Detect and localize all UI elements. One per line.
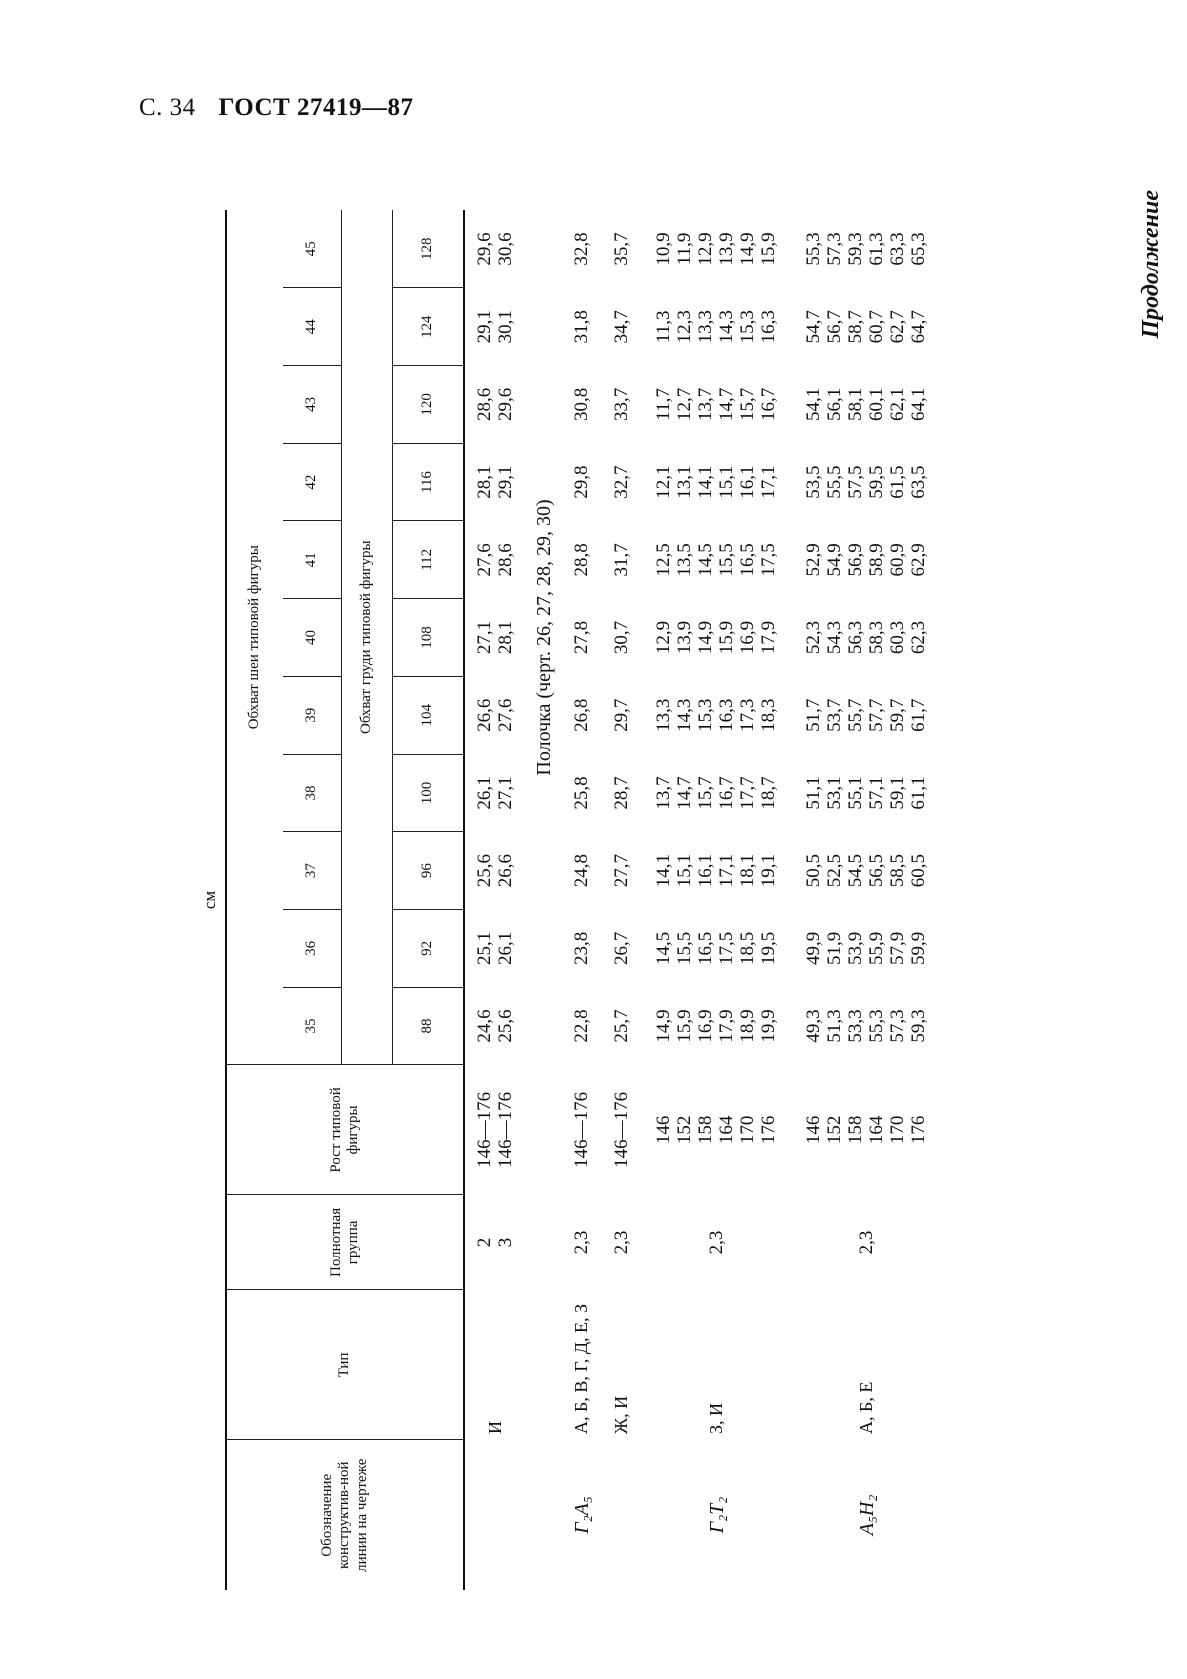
cell-line: 60,7 [866,310,887,344]
cell-line: 158 [845,1115,867,1145]
cell-line: 29,6 [494,387,516,422]
cell-line: 3 [494,1237,516,1248]
cell-line: 56,1 [824,387,846,422]
cell-line: 17,9 [716,1009,737,1043]
value-cell [464,909,526,987]
designation-cell: Г₂Т₂ [706,1496,728,1534]
cell-line: 146—176 [473,1091,495,1168]
designation-cell: Г₂А₅ [571,1496,593,1534]
fullness-cell: 2,3 [855,1230,877,1255]
value-cell: 28,8 [570,543,592,577]
cell-line: 29,6 [473,232,495,266]
cell-line: 15,3 [736,310,758,344]
value-cell: 32,8 [570,232,592,266]
cell-line: 55,3 [803,232,825,266]
cell-line: 14,3 [716,310,737,344]
cell-line: 14,7 [674,776,696,810]
cell-line: 18,1 [736,854,758,888]
value-cell [642,599,792,677]
table-row [464,210,526,1590]
value-cell [792,754,942,832]
cell-line: 63,3 [886,232,908,266]
table-row [602,210,642,1590]
cell-line: 51,3 [824,1009,846,1043]
cell-line: 14,1 [695,465,717,499]
cell-line: 170 [736,1115,758,1145]
cell-line: 28,6 [494,543,516,577]
designation-cell: А₅Н₂ [856,1494,878,1536]
value-cell: 26,8 [570,698,592,732]
cell-line: 16,7 [716,776,737,810]
cell-line: 27,6 [494,698,516,732]
cell-line: 29,1 [473,310,495,344]
cell-line: 16,3 [757,310,779,344]
cell-line: 12,9 [695,232,717,266]
cell-line: 49,9 [803,931,825,965]
cell-line: 15,1 [716,465,737,499]
cell-line: 57,1 [866,776,887,810]
cell-line: 15,5 [674,931,696,965]
cell-line: 64,7 [907,310,929,344]
cell-line: 15,9 [757,232,779,266]
value-cell [792,521,942,599]
cell-line: 51,9 [824,931,846,965]
cell-line: 18,9 [736,1009,758,1043]
cell-line: 58,5 [886,854,908,888]
cell-line: 54,5 [845,854,867,888]
cell-line: 27,1 [494,776,516,810]
cell-line: 58,9 [866,543,887,577]
value-cell [464,832,526,910]
value-cell [792,909,942,987]
value-cell [792,366,942,444]
value-cell: 32,7 [610,465,632,499]
cell-line: 54,9 [824,543,846,577]
cell-line: 25,6 [473,854,495,888]
cell-line: 164 [866,1115,887,1145]
fullness-cell: 2,3 [570,1230,592,1255]
value-cell [642,832,792,910]
cell-line: 53,3 [845,1009,867,1043]
cell-line: 56,7 [824,310,846,344]
cell-line: 50,5 [803,854,825,888]
cell-line: 14,7 [716,387,737,422]
cell-line: 56,5 [866,854,887,888]
type-cell: А, Б, В, Г, Д, Е, З [571,1303,592,1434]
table-row [642,210,792,1590]
fullness-cell [464,1195,526,1290]
cell-line: 14,3 [674,698,696,732]
cell-line: 51,7 [803,698,825,732]
standard-number: ГОСТ 27419—87 [218,94,414,121]
table-row [792,210,942,1590]
type-cell: А, Б, Е [856,1381,877,1434]
value-cell [642,288,792,366]
cell-line: 59,1 [886,776,908,810]
value-cell [792,443,942,521]
cell-line: 56,3 [845,620,867,655]
type-cell: Ж, И [611,1395,632,1434]
value-cell [642,909,792,987]
height-cell [792,1065,942,1195]
section-title: Полочка (черт. 26, 27, 28, 29, 30) [532,499,555,776]
chest-value-116: 116 [393,443,465,521]
cell-line: 176 [757,1115,779,1145]
page-number: С. 34 [139,94,196,121]
chest-value-108: 108 [393,599,465,677]
cell-line: 15,1 [674,854,696,888]
cell-line: 17,7 [736,776,758,810]
cell-line: 16,9 [736,620,758,655]
cell-line: 61,3 [866,232,887,266]
value-cell [792,987,942,1065]
cell-line: 55,3 [866,1009,887,1043]
cell-line: 59,5 [866,465,887,499]
cell-line: 146—176 [494,1091,516,1168]
value-cell: 24,8 [570,854,592,888]
cell-line: 26,1 [494,931,516,965]
cell-line: 15,7 [736,387,758,422]
cell-line: 57,3 [886,1009,908,1043]
value-cell [464,676,526,754]
chest-group-header: Обхват груди типовой фигуры [342,210,393,1065]
cell-line: 57,7 [866,698,887,732]
cell-line: 17,9 [757,620,779,655]
value-cell [642,987,792,1065]
value-cell [642,443,792,521]
rotated-table-wrapper [195,210,1175,1590]
value-cell [464,288,526,366]
type-cell: И [484,1420,505,1434]
cell-line: 15,9 [716,620,737,655]
cell-line: 62,7 [886,310,908,344]
value-cell [464,210,526,288]
cell-line: 54,3 [824,620,846,655]
cell-line: 15,5 [716,543,737,577]
cell-line: 158 [695,1115,717,1145]
neck-value-43: 43 [283,366,342,444]
cell-line: 16,7 [757,387,779,422]
size-table [195,210,942,1590]
chest-value-124: 124 [393,288,465,366]
cell-line: 59,7 [886,698,908,732]
value-cell [642,366,792,444]
cell-line: 53,5 [803,465,825,499]
cell-line: 53,9 [845,931,867,965]
cell-line: 19,9 [757,1009,779,1043]
value-cell [792,832,942,910]
neck-group-header: Обхват шеи типовой фигуры [226,210,283,1065]
value-cell [464,443,526,521]
value-cell: 30,8 [570,387,592,422]
cell-line: 13,5 [674,543,696,577]
cell-line: 16,5 [736,543,758,577]
neck-value-39: 39 [283,676,342,754]
cell-line: 61,7 [907,698,929,732]
cell-line: 52,3 [803,620,825,655]
neck-value-40: 40 [283,599,342,677]
cell-line: 13,3 [695,310,717,344]
cell-line: 53,1 [824,776,846,810]
cell-line: 61,5 [886,465,908,499]
cell-line: 54,7 [803,310,825,344]
value-cell: 23,8 [570,931,592,965]
value-cell: 34,7 [610,310,632,344]
neck-value-36: 36 [283,909,342,987]
cell-line: 16,5 [695,931,717,965]
cell-line: 58,3 [866,620,887,655]
cell-line: 57,9 [886,931,908,965]
designation-header: Обозначение конструктив-ной линии на чертеже [319,1458,370,1572]
cell-line: 146 [803,1115,825,1145]
cell-line: 26,1 [473,776,495,810]
value-cell [642,754,792,832]
continuation-label: Продолжение [1138,190,1164,339]
cell-line: 17,3 [736,698,758,732]
cell-line: 59,3 [907,1009,929,1043]
cell-line: 18,3 [757,698,779,732]
fullness-cell: 2,3 [705,1230,727,1255]
cell-line: 28,6 [473,387,495,422]
designation-cell [602,1440,642,1590]
cell-line: 51,1 [803,776,825,810]
cell-line: 11,7 [653,388,675,421]
cell-line: 164 [716,1115,737,1145]
cell-line: 60,1 [866,387,887,422]
chest-value-112: 112 [393,521,465,599]
page-header [139,94,413,122]
cell-line: 29,1 [494,465,516,499]
cell-line: 62,9 [907,543,929,577]
chest-value-104: 104 [393,676,465,754]
value-cell: 29,8 [570,465,592,499]
cell-line: 152 [824,1115,846,1145]
value-cell [464,521,526,599]
type-header: Тип [226,1290,464,1440]
value-cell: 30,7 [610,620,632,655]
value-cell: 27,7 [610,854,632,888]
cell-line: 14,9 [653,1009,675,1043]
table-row [562,210,602,1590]
neck-value-35: 35 [283,987,342,1065]
unit-label: см [200,890,219,910]
cell-line: 12,7 [674,387,696,422]
cell-line: 13,7 [653,776,675,810]
cell-line: 55,9 [866,931,887,965]
neck-value-45: 45 [283,210,342,288]
cell-line: 12,3 [674,310,696,344]
cell-line: 28,1 [494,620,516,655]
value-cell [642,521,792,599]
cell-line: 176 [907,1115,929,1145]
value-cell [464,987,526,1065]
cell-line: 60,9 [886,543,908,577]
cell-line: 146 [653,1115,675,1145]
cell-line: 15,9 [674,1009,696,1043]
fullness-cell: 2,3 [610,1230,632,1255]
value-cell [464,754,526,832]
cell-line: 13,3 [653,698,675,732]
cell-line: 18,7 [757,776,779,810]
cell-line: 62,1 [886,387,908,422]
cell-line: 58,7 [845,310,867,344]
height-cell [642,1065,792,1195]
cell-line: 49,3 [803,1009,825,1043]
value-cell [792,676,942,754]
cell-line: 17,1 [757,465,779,499]
cell-line: 18,5 [736,931,758,965]
cell-line: 62,3 [907,620,929,655]
value-cell: 33,7 [610,387,632,422]
neck-value-38: 38 [283,754,342,832]
cell-line: 15,7 [695,776,717,810]
type-cell: З, И [706,1402,727,1434]
designation-cell [464,1440,526,1590]
neck-value-42: 42 [283,443,342,521]
cell-line: 61,1 [907,776,929,810]
cell-line: 55,5 [824,465,846,499]
table-body-top [464,210,526,1590]
height-cell [464,1065,526,1195]
cell-line: 12,9 [653,620,675,655]
cell-line: 16,1 [695,854,717,888]
cell-line: 30,1 [494,310,516,344]
cell-line: 52,9 [803,543,825,577]
cell-line: 30,6 [494,232,516,266]
chest-value-100: 100 [393,754,465,832]
value-cell: 28,7 [610,776,632,810]
cell-line: 53,7 [824,698,846,732]
value-cell [792,599,942,677]
cell-line: 58,1 [845,387,867,422]
cell-line: 14,5 [695,543,717,577]
table-body-main [562,210,942,1590]
chest-value-96: 96 [393,832,465,910]
cell-line: 14,9 [695,620,717,655]
cell-line: 2 [473,1237,495,1248]
value-cell [792,288,942,366]
cell-line: 26,6 [494,854,516,888]
cell-line: 12,1 [653,465,675,499]
chest-value-88: 88 [393,987,465,1065]
cell-line: 57,3 [824,232,846,266]
neck-value-44: 44 [283,288,342,366]
cell-line: 63,5 [907,465,929,499]
value-cell: 27,8 [570,620,592,655]
cell-line: 16,1 [736,465,758,499]
cell-line: 64,1 [907,387,929,422]
neck-value-37: 37 [283,832,342,910]
cell-line: 27,6 [473,543,495,577]
fullness-header: Полнотная группа [226,1195,464,1290]
chest-value-128: 128 [393,210,465,288]
value-cell: 25,8 [570,776,592,810]
cell-line: 17,1 [716,854,737,888]
cell-line: 19,1 [757,854,779,888]
value-cell: 25,7 [610,1009,632,1043]
cell-line: 12,5 [653,543,675,577]
value-cell: 29,7 [610,698,632,732]
cell-line: 59,3 [845,232,867,266]
cell-line: 13,9 [716,232,737,266]
chest-value-120: 120 [393,366,465,444]
value-cell: 26,7 [610,931,632,965]
cell-line: 15,3 [695,698,717,732]
cell-line: 56,9 [845,543,867,577]
cell-line: 11,3 [653,310,675,343]
cell-line: 11,9 [674,232,696,266]
value-cell: 35,7 [610,232,632,266]
cell-line: 60,3 [886,620,908,655]
height-cell: 146—176 [570,1091,592,1168]
value-cell: 31,8 [570,310,592,344]
cell-line: 17,5 [716,931,737,965]
value-cell [792,210,942,288]
cell-line: 65,3 [907,232,929,266]
cell-line: 52,5 [824,854,846,888]
cell-line: 14,1 [653,854,675,888]
value-cell: 31,7 [610,543,632,577]
value-cell [642,210,792,288]
cell-line: 28,1 [473,465,495,499]
cell-line: 152 [674,1115,696,1145]
cell-line: 16,9 [695,1009,717,1043]
chest-value-92: 92 [393,909,465,987]
cell-line: 19,5 [757,931,779,965]
cell-line: 25,1 [473,931,495,965]
cell-line: 170 [886,1115,908,1145]
cell-line: 25,6 [494,1009,516,1043]
cell-line: 59,9 [907,931,929,965]
cell-line: 55,7 [845,698,867,732]
cell-line: 24,6 [473,1009,495,1043]
value-cell [464,366,526,444]
cell-line: 27,1 [473,620,495,655]
value-cell [464,599,526,677]
height-header: Рост типовой фигуры [226,1065,464,1195]
height-cell: 146—176 [610,1091,632,1168]
cell-line: 14,5 [653,931,675,965]
cell-line: 54,1 [803,387,825,422]
neck-value-41: 41 [283,521,342,599]
cell-line: 60,5 [907,854,929,888]
cell-line: 55,1 [845,776,867,810]
value-cell: 22,8 [570,1009,592,1043]
cell-line: 13,9 [674,620,696,655]
cell-line: 26,6 [473,698,495,732]
cell-line: 17,5 [757,543,779,577]
value-cell [642,676,792,754]
cell-line: 16,3 [716,698,737,732]
cell-line: 10,9 [653,232,675,266]
cell-line: 13,7 [695,387,717,422]
cell-line: 14,9 [736,232,758,266]
cell-line: 13,1 [674,465,696,499]
cell-line: 57,5 [845,465,867,499]
